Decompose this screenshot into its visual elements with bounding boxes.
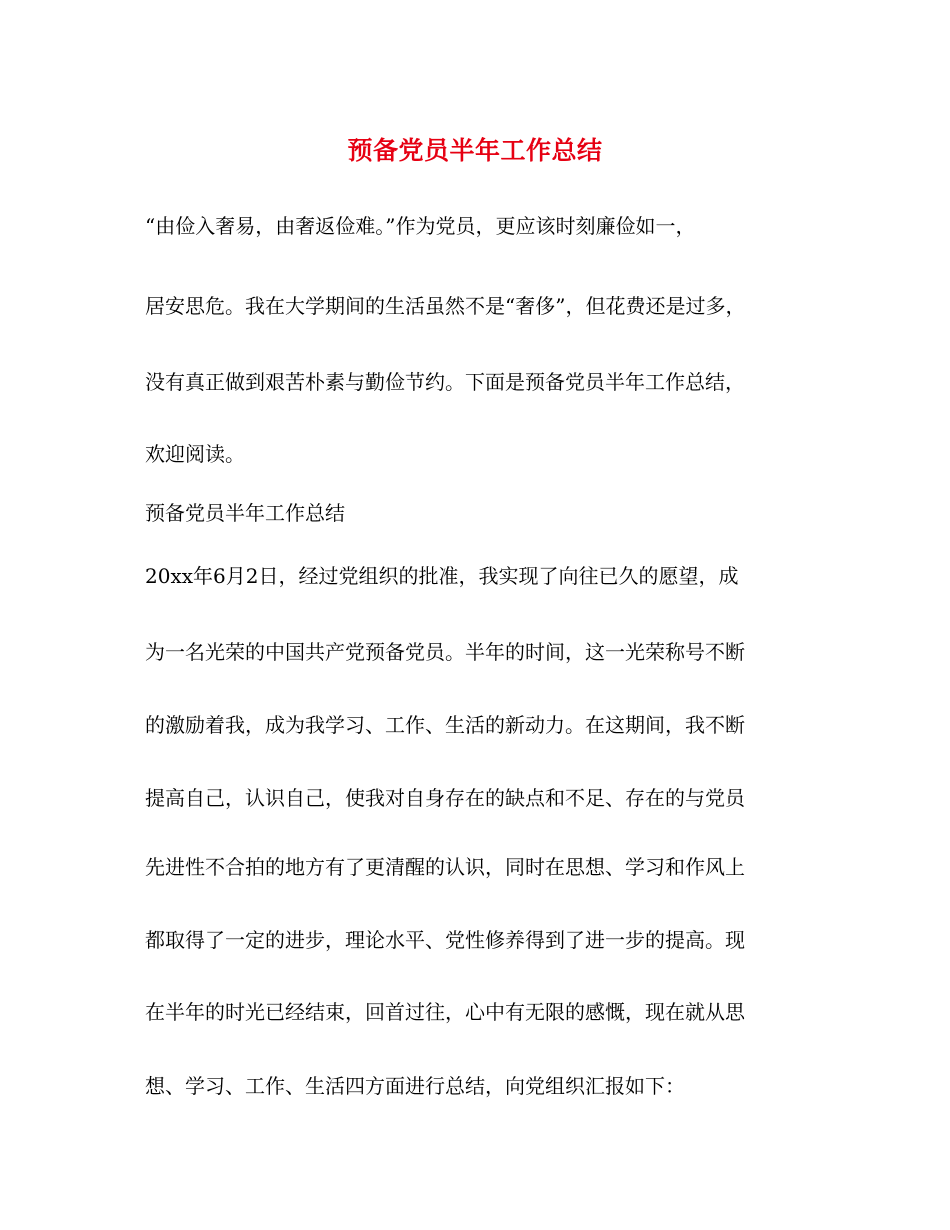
paragraph-line: 在半年的时光已经结束，回首过往，心中有无限的感慨，现在就从思 bbox=[145, 1000, 745, 1024]
section-heading: 预备党员半年工作总结 bbox=[145, 501, 345, 525]
paragraph-line: 想、学习、工作、生活四方面进行总结，向党组织汇报如下： bbox=[145, 1074, 685, 1098]
paragraph-line: 居安思危。我在大学期间的生活虽然不是“奢侈”，但花费还是过多， bbox=[145, 294, 746, 318]
paragraph-line: 都取得了一定的进步，理论水平、党性修养得到了进一步的提高。现 bbox=[145, 928, 745, 952]
paragraph-line: 20xx年6月2日，经过党组织的批准，我实现了向往已久的愿望，成 bbox=[145, 564, 739, 588]
paragraph-line: 先进性不合拍的地方有了更清醒的认识，同时在思想、学习和作风上 bbox=[145, 855, 745, 879]
paragraph-line: 欢迎阅读。 bbox=[145, 442, 245, 466]
paragraph-line: 的激励着我，成为我学习、工作、生活的新动力。在这期间，我不断 bbox=[145, 713, 745, 737]
paragraph-line: 没有真正做到艰苦朴素与勤俭节约。下面是预备党员半年工作总结， bbox=[145, 370, 745, 394]
paragraph-line: “由俭入奢易，由奢返俭难。”作为党员，更应该时刻廉俭如一， bbox=[145, 214, 696, 238]
paragraph-line: 提高自己，认识自己，使我对自身存在的缺点和不足、存在的与党员 bbox=[145, 786, 745, 810]
document-title: 预备党员半年工作总结 bbox=[347, 136, 603, 165]
paragraph-line: 为一名光荣的中国共产党预备党员。半年的时间，这一光荣称号不断 bbox=[145, 640, 745, 664]
